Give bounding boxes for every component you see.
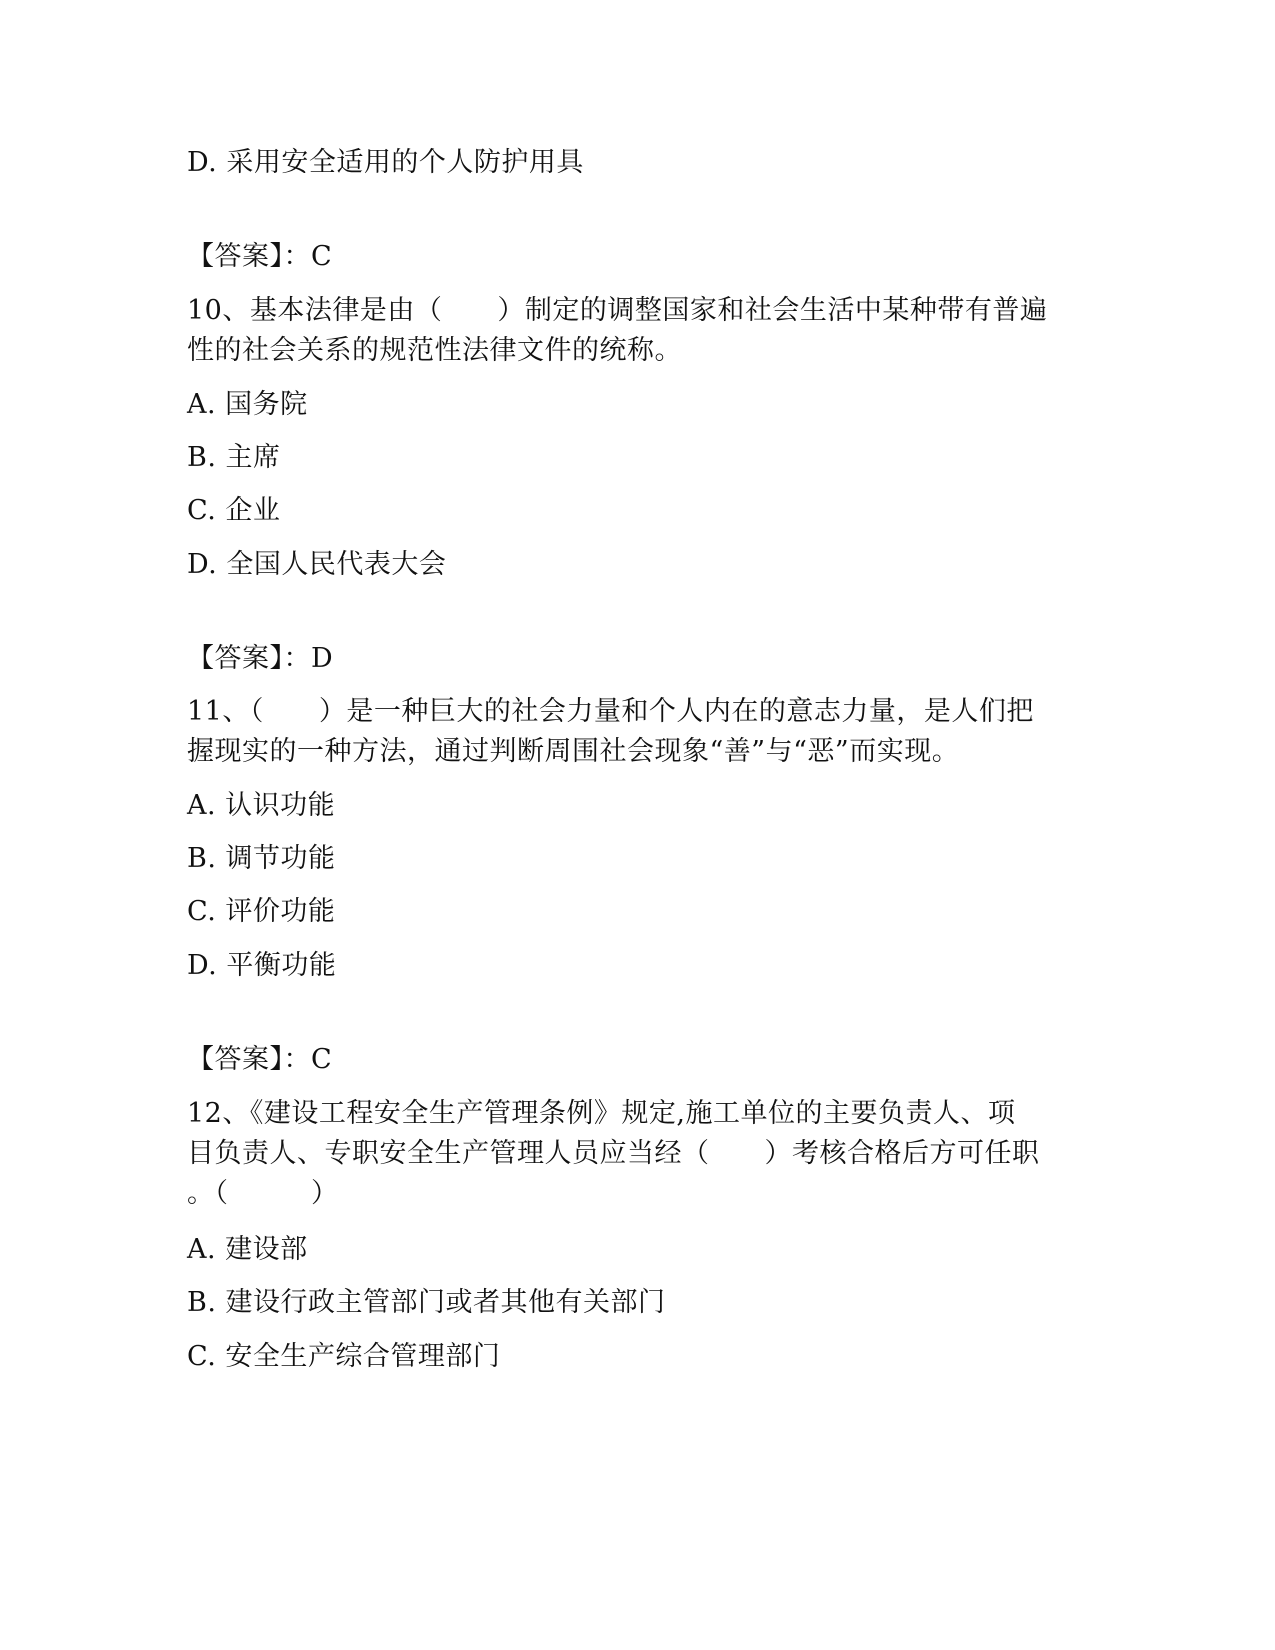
question-11-option-a: A. 认识功能 — [187, 790, 336, 821]
question-10-option-b: B. 主席 — [187, 442, 281, 473]
question-12-option-b: B. 建设行政主管部门或者其他有关部门 — [187, 1287, 666, 1318]
question-10-text-line-1: 10、基本法律是由（ ）制定的调整国家和社会生活中某种带有普遍 — [187, 295, 1048, 326]
question-11-option-b: B. 调节功能 — [187, 843, 336, 874]
question-11-answer: 【答案】：C — [187, 1044, 333, 1075]
question-10-option-c: C. 企业 — [187, 495, 281, 526]
question-12-text-line-3: 。（ ） — [187, 1178, 339, 1209]
question-11-option-c: C. 评价功能 — [187, 896, 336, 927]
question-9-answer: 【答案】：C — [187, 241, 333, 272]
question-11-text-line-2: 握现实的一种方法，通过判断周围社会现象“善”与“恶”而实现。 — [187, 736, 960, 767]
question-12-text-line-2: 目负责人、专职安全生产管理人员应当经（ ）考核合格后方可任职 — [187, 1138, 1040, 1169]
question-12-option-a: A. 建设部 — [187, 1234, 308, 1265]
question-10-option-a: A. 国务院 — [187, 389, 308, 420]
question-11-option-d: D. 平衡功能 — [187, 950, 337, 981]
question-12-option-c: C. 安全生产综合管理部门 — [187, 1341, 501, 1372]
question-9-option-d: D. 采用安全适用的个人防护用具 — [187, 147, 584, 178]
question-12-text-line-1: 12、《建设工程安全生产管理条例》规定,施工单位的主要负责人、项 — [187, 1098, 1016, 1129]
question-11-text-line-1: 11、（ ）是一种巨大的社会力量和个人内在的意志力量，是人们把 — [187, 696, 1034, 727]
question-10-answer: 【答案】：D — [187, 643, 334, 674]
question-10-text-line-2: 性的社会关系的规范性法律文件的统称。 — [187, 335, 682, 366]
question-10-option-d: D. 全国人民代表大会 — [187, 549, 447, 580]
